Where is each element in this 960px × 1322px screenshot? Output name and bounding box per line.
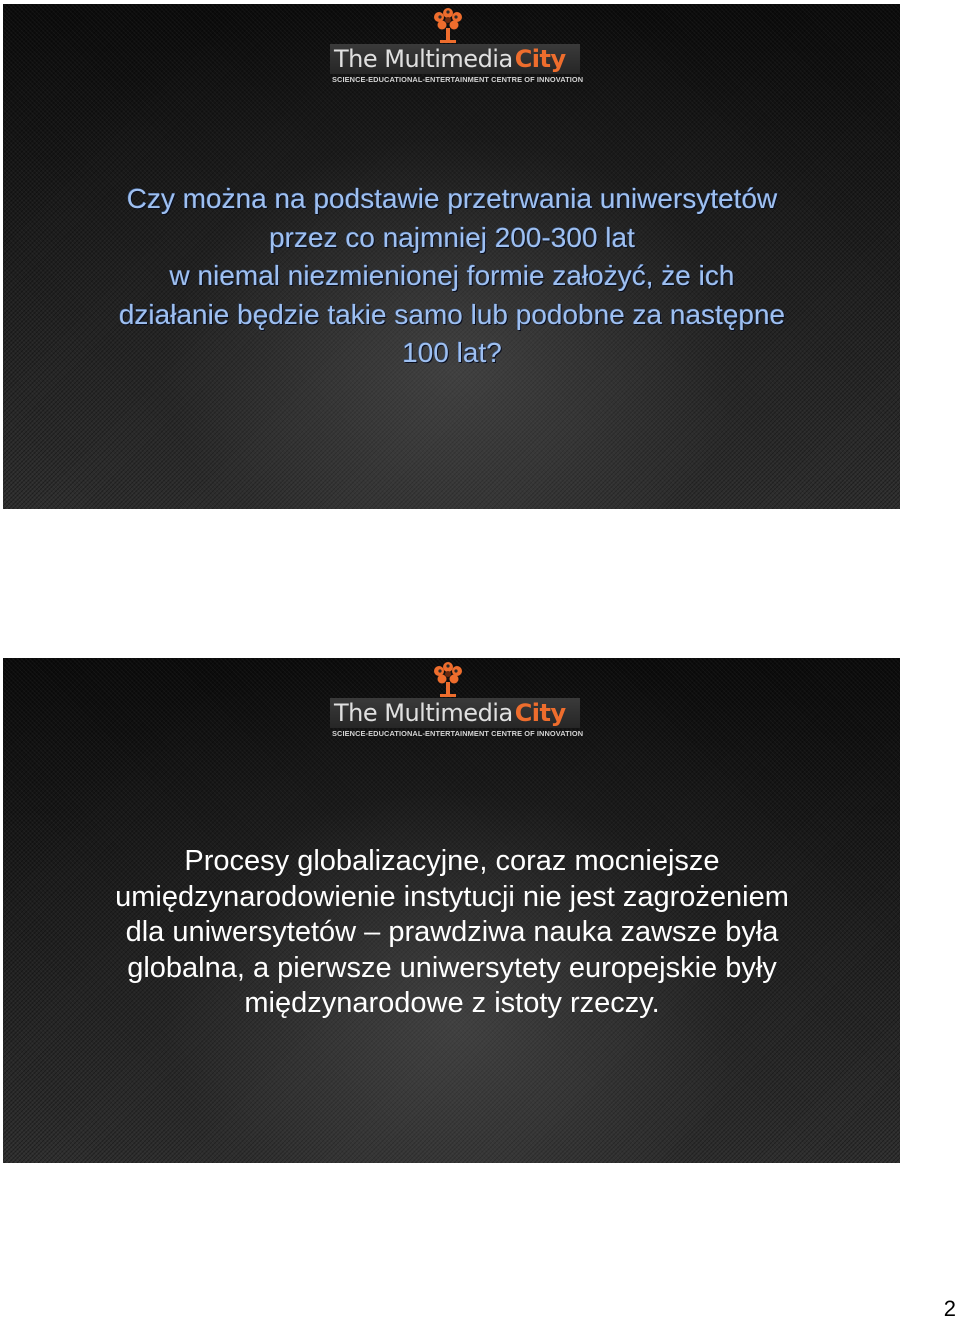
logo-title-accent: City	[514, 45, 566, 73]
body-line: globalna, a pierwsze uniwersytety europejskie były	[127, 951, 777, 984]
page-number: 2	[943, 1296, 956, 1321]
tree-logo-icon	[428, 6, 468, 44]
question-line: Czy można na podstawie przetrwania uniwersytetów	[126, 183, 778, 214]
logo-title-accent: City	[514, 699, 566, 727]
logo-tagline: SCIENCE-EDUCATIONAL-ENTERTAINMENT CENTRE OF INNOVATION	[332, 729, 584, 738]
slide-body-text	[23, 844, 881, 1022]
logo-banner	[330, 698, 580, 728]
logo-banner	[330, 44, 580, 74]
tree-logo-icon	[428, 660, 468, 698]
slide-2	[3, 658, 900, 1163]
body-line: umiędzynarodowienie instytucji nie jest zagrożeniem	[115, 880, 789, 913]
body-line: Procesy globalizacyjne, coraz mocniejsze	[184, 845, 720, 877]
slide-question	[33, 180, 871, 373]
question-line: przez co najmniej 200-300 lat	[269, 221, 635, 253]
question-line: w niemal niezmienionej formie założyć, że ich	[169, 260, 735, 291]
logo-tagline: SCIENCE-EDUCATIONAL-ENTERTAINMENT CENTRE OF INNOVATION	[332, 75, 584, 84]
logo-title-main: The Multimedia	[334, 45, 513, 73]
question-line: 100 lat?	[402, 337, 502, 368]
body-line: międzynarodowe z istoty rzeczy.	[244, 987, 660, 1019]
slide-1	[3, 4, 900, 509]
multimedia-city-logo	[330, 4, 584, 84]
logo-title-main: The Multimedia	[334, 699, 513, 727]
question-line: działanie będzie takie samo lub podobne za następne	[118, 298, 786, 330]
multimedia-city-logo	[330, 658, 584, 738]
body-line: dla uniwersytetów – prawdziwa nauka zawsze była	[125, 916, 779, 948]
